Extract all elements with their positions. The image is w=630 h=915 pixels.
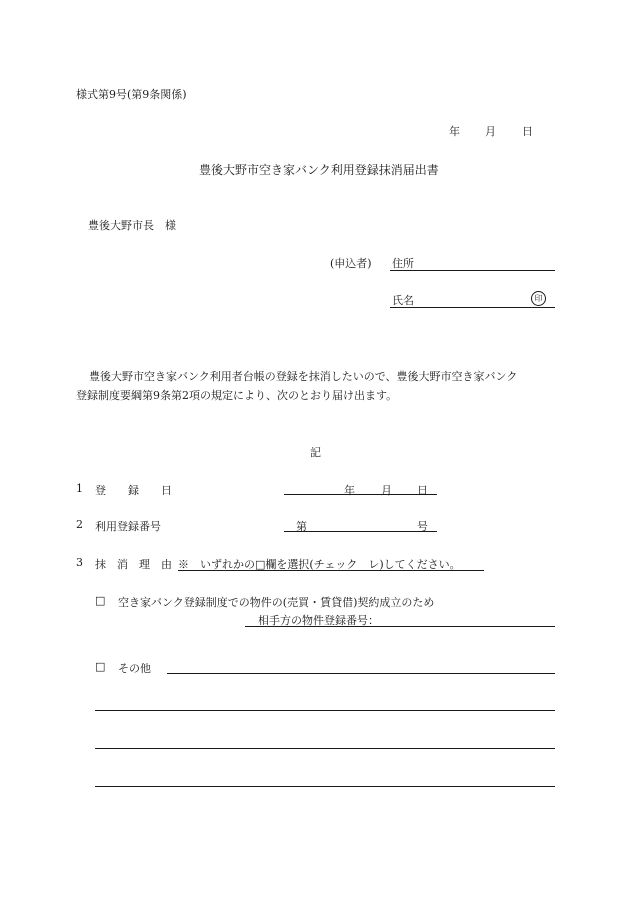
document-title: 豊後大野市空き家バンク利用登録抹消届出書: [199, 163, 439, 177]
option2-checkbox[interactable]: □: [95, 660, 106, 673]
ki-heading: 記: [310, 446, 321, 459]
option1-checkbox[interactable]: □: [95, 594, 106, 607]
item1-number: 1: [76, 482, 83, 495]
registration-date-field[interactable]: [284, 494, 437, 495]
date-month-label: 月: [485, 125, 496, 138]
option1-sub-label: 相手方の物件登録番号：: [258, 614, 379, 627]
registration-number-field[interactable]: [284, 531, 437, 532]
name-label: 氏名: [392, 294, 414, 307]
applicant-label: (申込者): [330, 257, 372, 270]
form-number: 様式第9号(第9条関係): [76, 88, 187, 101]
seal-icon: 印: [531, 291, 546, 306]
item1-year: 年: [344, 484, 355, 497]
item1-day: 日: [417, 484, 428, 497]
item1-month: 月: [381, 484, 392, 497]
date-day-label: 日: [522, 125, 533, 138]
address-field[interactable]: [390, 270, 555, 271]
date-year-label: 年: [449, 125, 460, 138]
item3-note-underline: [178, 570, 484, 571]
other-reason-line-4[interactable]: [95, 786, 555, 787]
item2-prefix: 第: [296, 520, 307, 533]
item3-number: 3: [76, 556, 83, 569]
partner-registration-number-field[interactable]: [245, 626, 555, 627]
item1-label: 登 録 日: [95, 484, 172, 497]
other-reason-line-3[interactable]: [95, 748, 555, 749]
name-field[interactable]: [390, 307, 555, 308]
item3-label: 抹 消 理 由: [95, 558, 172, 571]
item2-number: 2: [76, 518, 83, 531]
item3-note: ※ いずれかの□欄を選択(チェック レ)してください。: [178, 558, 461, 571]
option1-text: 空き家バンク登録制度での物件の(売買・賃貸借)契約成立のため: [118, 596, 435, 609]
item2-label: 利用登録番号: [95, 520, 161, 533]
body-text-line1: 豊後大野市空き家バンク利用者台帳の登録を抹消したいので、豊後大野市空き家バンク: [89, 370, 518, 383]
other-reason-field[interactable]: [167, 673, 555, 674]
other-reason-line-2[interactable]: [95, 710, 555, 711]
address-label: 住所: [392, 257, 414, 270]
option2-text: その他: [118, 662, 151, 675]
item2-suffix: 号: [417, 520, 428, 533]
addressee: 豊後大野市長 様: [88, 219, 176, 232]
body-text-line2: 登録制度要綱第9条第2項の規定により、次のとおり届け出ます。: [76, 389, 398, 402]
